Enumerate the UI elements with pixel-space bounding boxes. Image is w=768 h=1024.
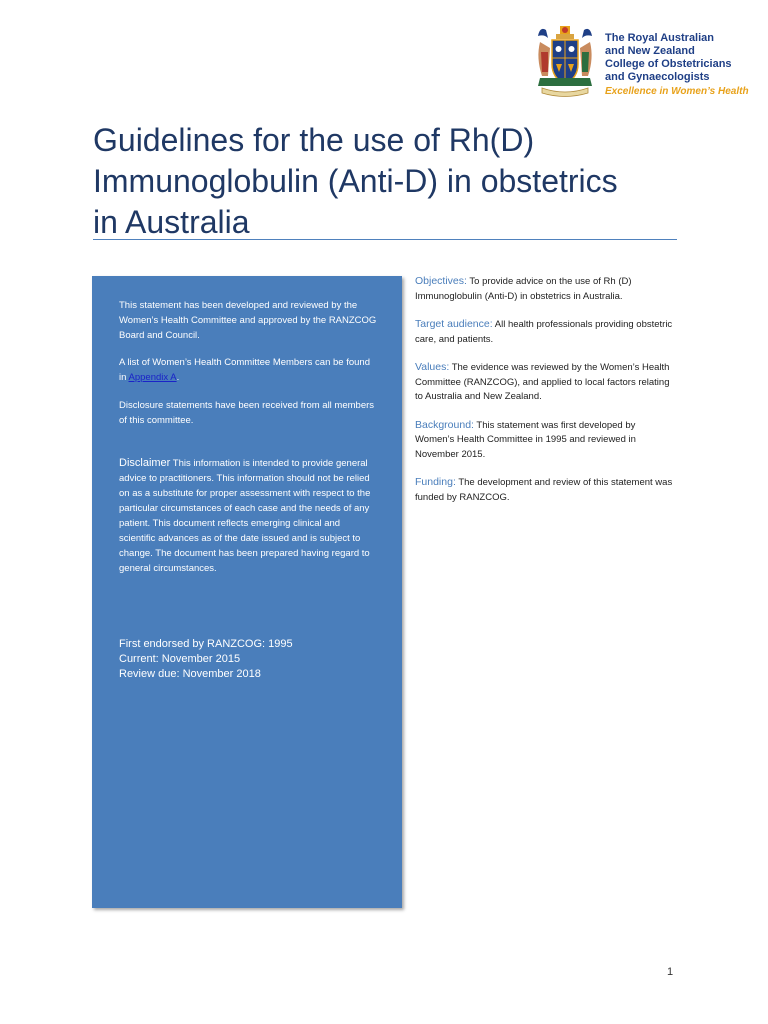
college-name-line: and Gynaecologists bbox=[605, 71, 710, 83]
values-label: Values: bbox=[415, 361, 450, 373]
target-audience-label: Target audience: bbox=[415, 318, 493, 330]
committee-members-prefix: A list of Women’s Health Committee Members can be found in bbox=[119, 357, 370, 383]
background-section bbox=[415, 418, 677, 463]
background-label: Background: bbox=[415, 418, 474, 431]
review-due: Review due: November 2018 bbox=[119, 668, 261, 680]
disclaimer-text: This information is intended to provide general advice to practitioners. This information should not be relied on as a substitute for proper assessment with respect to the particular circumstances of each case and the needs of any patient. This document reflects emerging clinical and scientific advances as of the date issued and is subject to change. The document has been prepared having regard to general circumstances. bbox=[119, 458, 371, 574]
first-endorsed: First endorsed by RANZCOG: 1995 bbox=[119, 638, 293, 650]
coat-of-arms-icon bbox=[534, 24, 596, 98]
disclaimer-label: Disclaimer bbox=[119, 457, 171, 469]
committee-members-note bbox=[119, 355, 379, 385]
college-name bbox=[605, 32, 765, 98]
document-title bbox=[93, 120, 683, 243]
statement-summary bbox=[415, 274, 677, 518]
funding-section bbox=[415, 475, 677, 505]
college-name-line: College of Obstetricians bbox=[605, 58, 732, 70]
target-audience-section bbox=[415, 317, 677, 347]
statement-info-panel bbox=[92, 276, 402, 908]
funding-text: The development and review of this statement was funded by RANZCOG. bbox=[415, 477, 673, 503]
college-tagline: Excellence in Women’s Health bbox=[605, 86, 749, 97]
title-line: in Australia bbox=[93, 204, 250, 240]
objectives-section bbox=[415, 274, 677, 304]
page-number: 1 bbox=[667, 966, 674, 978]
disclaimer bbox=[119, 456, 379, 576]
college-name-line: The Royal Australian bbox=[605, 32, 715, 44]
endorsement-dates bbox=[119, 637, 379, 682]
title-divider bbox=[93, 239, 677, 240]
development-statement: This statement has been developed and reviewed by the Women’s Health Committee and approved by the RANZCOG Board and Council. bbox=[119, 300, 377, 341]
funding-label: Funding: bbox=[415, 476, 456, 488]
objectives-label: Objectives: bbox=[415, 275, 467, 287]
target-audience-text: All health professionals providing obstetric care, and patients. bbox=[415, 319, 673, 345]
objectives-text: To provide advice on the use of Rh (D) Immunoglobulin (Anti-D) in obstetrics in Australia. bbox=[415, 276, 632, 302]
current-date: Current: November 2015 bbox=[119, 653, 241, 665]
appendix-a-link[interactable]: Appendix A bbox=[128, 372, 177, 383]
values-section bbox=[415, 360, 677, 405]
title-line: Immunoglobulin (Anti-D) in obstetrics bbox=[93, 163, 618, 199]
college-name-line: and New Zealand bbox=[605, 45, 695, 57]
title-line: Guidelines for the use of Rh(D) bbox=[93, 122, 535, 158]
committee-members-suffix: . bbox=[176, 372, 180, 383]
values-text: The evidence was reviewed by the Women’s Health Committee (RANZCOG), and applied to local factors relating to Australia and New Zealand. bbox=[415, 362, 670, 402]
disclosure-statement: Disclosure statements have been received from all members of this committee. bbox=[119, 400, 375, 426]
background-text: This statement was first developed by Women’s Health Committee in 1995 and reviewed in November 2015. bbox=[415, 419, 636, 460]
